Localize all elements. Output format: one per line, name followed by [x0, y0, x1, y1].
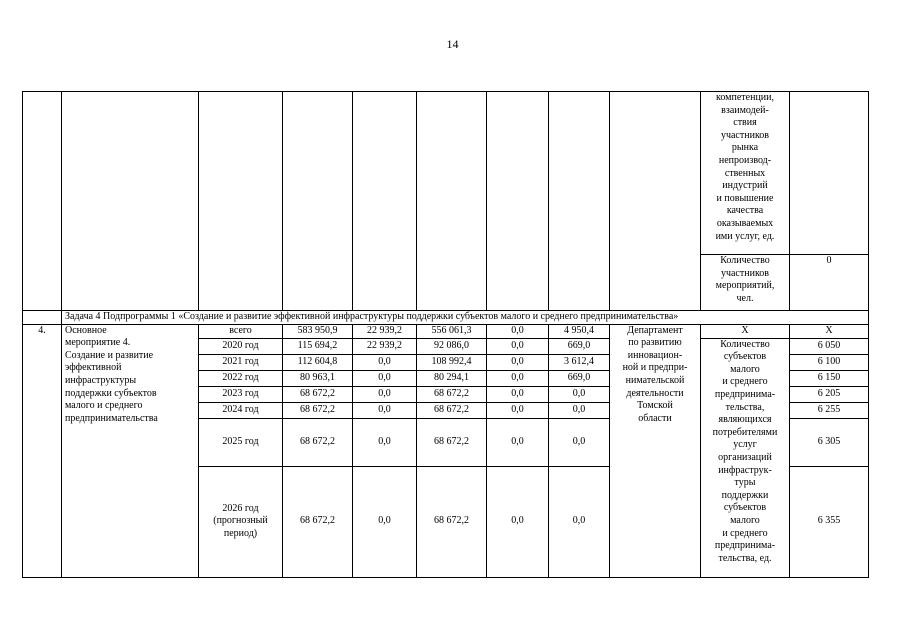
total-cell: 68 672,2 — [283, 386, 353, 402]
extra-cell: 0,0 — [549, 466, 610, 577]
fed-cell: 0,0 — [353, 386, 417, 402]
loc-cell: 0,0 — [487, 338, 549, 354]
period-cell: 2025 год — [199, 418, 283, 466]
loc-cell: 0,0 — [487, 466, 549, 577]
total-cell: 115 694,2 — [283, 338, 353, 354]
total-cell: 80 963,1 — [283, 370, 353, 386]
cont-cell-period — [199, 92, 283, 311]
extra-cell: 0,0 — [549, 418, 610, 466]
cont-cell-num — [23, 92, 62, 311]
period-cell: всего — [199, 324, 283, 338]
fed-cell: 0,0 — [353, 370, 417, 386]
cont-cell-executor — [610, 92, 701, 311]
value-cell: 6 255 — [790, 402, 869, 418]
total-cell: 68 672,2 — [283, 418, 353, 466]
extra-cell: 0,0 — [549, 402, 610, 418]
participants-value: 0 — [790, 255, 869, 311]
continuation-row — [23, 92, 869, 255]
loc-cell: 0,0 — [487, 324, 549, 338]
period-cell: 2021 год — [199, 354, 283, 370]
period-cell: 2023 год — [199, 386, 283, 402]
reg-cell: 556 061,3 — [417, 324, 487, 338]
page-number: 14 — [446, 37, 459, 51]
fed-cell: 0,0 — [353, 418, 417, 466]
extra-cell: 669,0 — [549, 370, 610, 386]
value-cell: 6 050 — [790, 338, 869, 354]
period-cell: 2026 год (прогнозный период) — [199, 466, 283, 577]
reg-cell: 80 294,1 — [417, 370, 487, 386]
fed-cell: 0,0 — [353, 466, 417, 577]
fed-cell: 0,0 — [353, 354, 417, 370]
total-cell: 583 950,9 — [283, 324, 353, 338]
extra-cell: 669,0 — [549, 338, 610, 354]
task-header-blank — [23, 311, 62, 325]
reg-cell: 68 672,2 — [417, 402, 487, 418]
cont-indicator-value — [790, 92, 869, 255]
program-table — [22, 91, 869, 578]
extra-cell: 0,0 — [549, 386, 610, 402]
loc-cell: 0,0 — [487, 418, 549, 466]
indicator-header-x: Х — [701, 324, 790, 338]
cont-cell-loc — [487, 92, 549, 311]
activity-row-total — [23, 324, 869, 338]
period-cell: 2022 год — [199, 370, 283, 386]
loc-cell: 0,0 — [487, 370, 549, 386]
period-cell: 2024 год — [199, 402, 283, 418]
indicator-text: Количество субъектов малого и среднего предпринима- тельства, являющихся потребителями услуг организаций инфраструк- туры поддержки субъектов малого и среднего предпринима- тельства, ед. — [701, 338, 790, 577]
reg-cell: 68 672,2 — [417, 386, 487, 402]
total-cell: 68 672,2 — [283, 466, 353, 577]
fed-cell: 22 939,2 — [353, 338, 417, 354]
activity-number: 4. — [23, 324, 62, 577]
executor: Департамент по развитию инновацион- ной и предпри- нимательской деятельности Томской области — [610, 324, 701, 577]
loc-cell: 0,0 — [487, 402, 549, 418]
cont-cell-title — [62, 92, 199, 311]
extra-cell: 3 612,4 — [549, 354, 610, 370]
value-cell: 6 100 — [790, 354, 869, 370]
value-cell: 6 305 — [790, 418, 869, 466]
cont-indicator: компетенции, взаимодей- ствия участников рынка непроизвод- ственных индустрий и повышение качества оказываемых ими услуг, ед. — [701, 92, 790, 255]
reg-cell: 92 086,0 — [417, 338, 487, 354]
reg-cell: 68 672,2 — [417, 466, 487, 577]
total-cell: 112 604,8 — [283, 354, 353, 370]
total-cell: 68 672,2 — [283, 402, 353, 418]
activity-title: Основное мероприятие 4. Создание и развитие эффективной инфраструктуры поддержки субъектов малого и среднего предпринимательства — [62, 324, 199, 577]
participants-label: Количество участников мероприятий, чел. — [701, 255, 790, 311]
fed-cell: 22 939,2 — [353, 324, 417, 338]
fed-cell: 0,0 — [353, 402, 417, 418]
value-cell: 6 150 — [790, 370, 869, 386]
value-header-x: Х — [790, 324, 869, 338]
task-header-row — [23, 311, 869, 325]
cont-cell-extra — [549, 92, 610, 311]
reg-cell: 108 992,4 — [417, 354, 487, 370]
extra-cell: 4 950,4 — [549, 324, 610, 338]
loc-cell: 0,0 — [487, 386, 549, 402]
value-cell: 6 355 — [790, 466, 869, 577]
cont-cell-reg — [417, 92, 487, 311]
loc-cell: 0,0 — [487, 354, 549, 370]
value-cell: 6 205 — [790, 386, 869, 402]
cont-cell-fed — [353, 92, 417, 311]
task-header: Задача 4 Подпрограммы 1 «Создание и развитие эффективной инфраструктуры поддержки субъектов малого и среднего предпринимательства» — [62, 311, 869, 325]
cont-cell-total — [283, 92, 353, 311]
reg-cell: 68 672,2 — [417, 418, 487, 466]
period-cell: 2020 год — [199, 338, 283, 354]
